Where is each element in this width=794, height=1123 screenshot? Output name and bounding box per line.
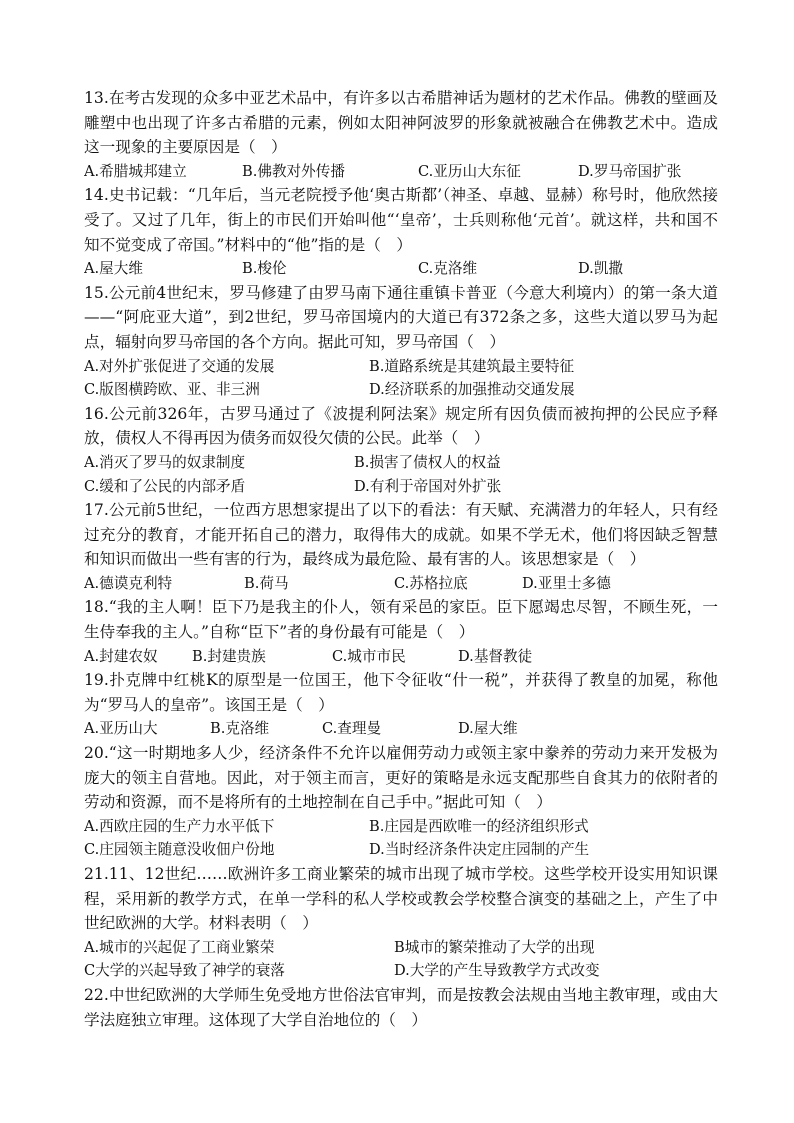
question-22 (84, 983, 718, 1032)
option-c: C.庄园领主随意没收佃户份地 (84, 841, 275, 859)
question-stem: 14.史书记载：“几年后，当元老院授予他‘奥古斯都’（神圣、卓越、显赫）称号时，他欣然接受了。又过了几年，街上的市民们开始叫他“‘皇帝’，士兵则称他‘元首’。就这样，共和国不知不觉变成了帝国。”材料中的“他”指的是（ ） (84, 186, 718, 254)
option-b: B.荷马 (244, 574, 289, 592)
option-d: D.有利于帝国对外扩张 (354, 477, 502, 495)
question-16 (84, 402, 718, 498)
option-b: B.庄园是西欧唯一的经济组织形式 (369, 817, 589, 835)
question-stem: 21.11、12世纪……欧洲许多工商业繁荣的城市出现了城市学校。这些学校开设实用知识课程，采用新的教学方式，在单一学科的私人学校或教会学校整合演变的基础之上，产生了中世纪欧洲的大学。材料表明（ ） (84, 865, 718, 933)
question-stem: 20.“这一时期地多人少，经济条件不允许以雇佣劳动力或领主家中豢养的劳动力来开发极为庞大的领主自营地。因此，对于领主而言，更好的策略是永远支配那些自食其力的依附者的劳动和资源，而不是将所有的土地控制在自己手中。”据此可知（ ） (84, 744, 718, 812)
question-20 (84, 741, 718, 862)
question-stem: 19.扑克牌中红桃K的原型是一位国王，他下令征收“什一税”，并获得了教皇的加冕，称他为“罗马人的皇帝”。该国王是（ ） (84, 671, 718, 714)
question-stem: 18.“我的主人啊！臣下乃是我主的仆人，领有采邑的家臣。臣下愿竭忠尽智，不顾生死，一生侍奉我的主人。”自称“臣下”者的身份最有可能是（ ） (84, 598, 718, 642)
option-d: D.经济联系的加强推动交通发展 (369, 381, 575, 399)
question-17 (84, 498, 718, 595)
option-b: B.佛教对外传播 (242, 162, 345, 180)
option-b: B.梭伦 (242, 260, 287, 278)
options-row (84, 936, 718, 960)
options-row (84, 572, 718, 596)
question-13 (84, 86, 718, 183)
options-row (84, 475, 718, 499)
option-b: B.克洛维 (210, 720, 270, 738)
question-stem: 16.公元前326年，古罗马通过了《波提利阿法案》规定所有因负债而被拘押的公民应予释放，债权人不得再因为债务而奴役欠债的公民。此举（ ） (84, 404, 718, 448)
question-14 (84, 183, 718, 280)
question-15 (84, 281, 718, 402)
option-a: A.消灭了罗马的奴隶制度 (84, 453, 246, 471)
options-row (84, 160, 718, 184)
option-c: C.缓和了公民的内部矛盾 (84, 477, 246, 495)
options-row (84, 959, 718, 983)
exam-page (84, 86, 718, 1032)
option-c: C.查理曼 (322, 720, 382, 738)
option-c: C.亚历山大东征 (418, 162, 521, 180)
option-a: A.希腊城邦建立 (84, 162, 187, 180)
option-d: D.亚里士多德 (522, 574, 611, 592)
question-18 (84, 595, 718, 668)
option-d: D.凯撒 (578, 260, 624, 278)
option-a: A.西欧庄园的生产力水平低下 (84, 817, 275, 835)
question-stem: 22.中世纪欧洲的大学师生免受地方世俗法官审判，而是按教会法规由当地主教审理，或由大学法庭独立审理。这体现了大学自治地位的（ ） (84, 985, 718, 1029)
options-row (84, 717, 718, 741)
option-d: D.罗马帝国扩张 (578, 162, 682, 180)
question-stem: 15.公元前4世纪末，罗马修建了由罗马南下通往重镇卡普亚（今意大利境内）的第一条大道——“阿庇亚大道”，到2世纪，罗马帝国境内的大道已有372条之多，这些大道以罗马为起点，辐射向罗马帝国的各个方向。据此可知，罗马帝国（ ） (84, 283, 718, 351)
option-a: A.亚历山大 (84, 720, 158, 738)
option-c: C.版图横跨欧、亚、非三洲 (84, 381, 260, 399)
option-d: D.当时经济条件决定庄园制的产生 (369, 841, 590, 859)
option-c: C大学的兴起导致了神学的衰落 (84, 962, 285, 980)
options-row (84, 645, 718, 669)
option-d: D.大学的产生导致教学方式改变 (394, 962, 600, 980)
question-21 (84, 862, 718, 983)
option-b: B.封建贵族 (192, 647, 266, 665)
options-row (84, 815, 718, 839)
question-stem: 17.公元前5世纪，一位西方思想家提出了以下的看法：有天赋、充满潜力的年轻人，只有经过充分的教育，才能开拓自己的潜力，取得伟大的成就。如果不学无术，他们将因缺乏智慧和知识而做出一些有害的行为，最终成为最危险、最有害的人。该思想家是（ ） (84, 501, 718, 569)
option-c: C.城市市民 (332, 647, 406, 665)
options-row (84, 378, 718, 402)
option-a: A.德谟克利特 (84, 574, 173, 592)
option-a: A.封建农奴 (84, 647, 158, 665)
option-d: D.屋大维 (458, 720, 518, 738)
option-a: A.城市的兴起促了工商业繁荣 (84, 938, 275, 956)
option-a: A.对外扩张促进了交通的发展 (84, 357, 275, 375)
question-19 (84, 668, 718, 741)
option-d: D.基督教徒 (458, 647, 533, 665)
option-b: B.道路系统是其建筑最主要特征 (369, 357, 575, 375)
option-c: C.克洛维 (418, 260, 478, 278)
options-row (84, 355, 718, 379)
options-row (84, 257, 718, 281)
options-row (84, 451, 718, 475)
question-stem: 13.在考古发现的众多中亚艺术品中，有许多以古希腊神话为题材的艺术作品。佛教的壁画及雕塑中也出现了许多古希腊的元素，例如太阳神阿波罗的形象就被融合在佛教艺术中。造成这一现象的主要原因是（ ） (84, 89, 718, 157)
options-row (84, 838, 718, 862)
option-a: A.屋大维 (84, 260, 143, 278)
option-b: B城市的繁荣推动了大学的出现 (394, 938, 595, 956)
option-b: B.损害了债权人的权益 (354, 453, 501, 471)
option-c: C.苏格拉底 (394, 574, 468, 592)
